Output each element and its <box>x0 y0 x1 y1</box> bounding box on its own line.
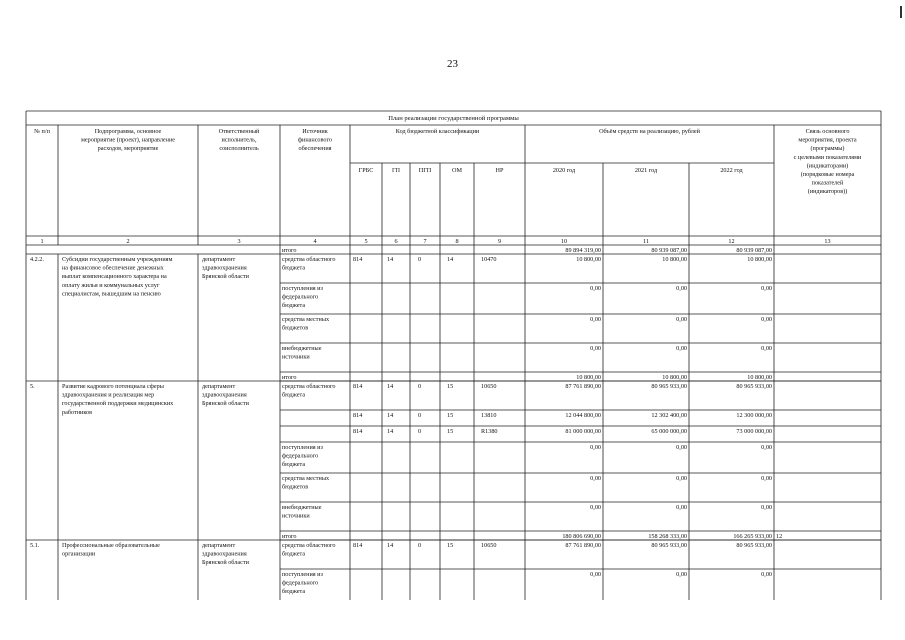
header-source: обеспечения <box>298 145 332 153</box>
code-pgp: 0 <box>418 542 422 549</box>
header-source: финансового <box>298 136 332 144</box>
value-2022: 0,00 <box>761 571 772 578</box>
header-link: (индикаторами) <box>806 162 849 170</box>
source-text: средства областного <box>282 256 336 263</box>
header-subprogram: Подпрограмма, основное <box>94 128 162 135</box>
value-2020: 0,00 <box>590 504 601 511</box>
code-pgp: 0 <box>418 256 422 263</box>
item-name: здравоохранения и реализация мер <box>62 391 155 399</box>
value-2021: 10 800,00 <box>662 374 687 381</box>
source-text: федерального <box>282 579 319 587</box>
item-executor: здравоохранения <box>202 550 247 558</box>
value-2020: 0,00 <box>590 444 601 451</box>
value-2022: 166 265 933,00 <box>733 533 772 540</box>
item-name: работников <box>62 408 93 416</box>
source-text: внебюджетные <box>282 504 322 511</box>
header-link: Связь основного <box>805 128 850 135</box>
value-2022: 0,00 <box>761 504 772 511</box>
value-2022: 12 300 000,00 <box>736 412 772 419</box>
value-2021: 10 800,00 <box>662 256 687 263</box>
source-text: поступления из <box>282 571 323 578</box>
source-text: средства местных <box>282 475 330 482</box>
page-number: 23 <box>447 58 458 70</box>
code-gp: 14 <box>387 383 394 390</box>
item-executor: Брянской области <box>202 559 249 567</box>
value-2022: 0,00 <box>761 285 772 292</box>
value-2021: 158 268 333,00 <box>648 533 687 540</box>
item-name: специалистам, вышедшим на пенсию <box>62 290 161 298</box>
value-2020: 0,00 <box>590 285 601 292</box>
code-gp: 14 <box>387 542 394 549</box>
source-text: бюджетов <box>282 324 309 332</box>
value-link: 12 <box>776 533 783 540</box>
code-nr: 10470 <box>481 256 497 263</box>
header-source: Источник <box>302 128 328 135</box>
code-gp: 14 <box>387 412 394 419</box>
source-text: федерального <box>282 293 319 301</box>
value-2022: 0,00 <box>761 444 772 451</box>
value-2022: 10 800,00 <box>747 256 772 263</box>
source-text: источники <box>282 512 310 520</box>
source-text: средства областного <box>282 383 336 390</box>
item-executor: департамент <box>202 383 236 390</box>
header-subcolumn: 2020 год <box>552 167 576 174</box>
header-subcolumn: ГРБС <box>358 167 374 174</box>
code-grbs: 814 <box>353 428 363 435</box>
column-number: 13 <box>824 238 831 245</box>
value-2020: 0,00 <box>590 571 601 578</box>
item-name: оплату жилья и коммунальных услуг <box>62 281 160 289</box>
code-grbs: 814 <box>353 383 363 390</box>
header-volume: Объём средств на реализацию, рублей <box>599 128 700 135</box>
header-link: мероприятия, проекта <box>798 136 857 144</box>
value-2020: 81 000 000,00 <box>565 428 601 435</box>
value-2021: 0,00 <box>676 571 687 578</box>
column-number: 10 <box>560 238 568 245</box>
value-2020: 10 800,00 <box>576 374 601 381</box>
value-2021: 0,00 <box>676 285 687 292</box>
source-text: итого <box>282 247 297 254</box>
value-2022: 80 965 933,00 <box>736 383 772 390</box>
column-number: 7 <box>423 238 427 245</box>
item-name: организации <box>62 550 96 558</box>
header-subprogram: мероприятие (проект), направление <box>80 136 176 144</box>
value-2022: 73 000 000,00 <box>736 428 772 435</box>
source-text: внебюджетные <box>282 345 322 352</box>
item-number: 4.2.2. <box>30 256 44 263</box>
value-2020: 89 894 319,00 <box>565 247 601 254</box>
source-text: источники <box>282 353 310 361</box>
item-number: 5.1. <box>30 542 40 549</box>
header-link: (порядковые номера <box>800 171 855 178</box>
column-number: 8 <box>455 238 459 245</box>
header-link: показателей <box>811 179 844 187</box>
header-subcolumn: 2021 год <box>634 167 658 174</box>
value-2021: 0,00 <box>676 504 687 511</box>
value-2021: 80 939 087,00 <box>651 247 687 254</box>
item-executor: департамент <box>202 542 236 549</box>
source-text: поступления из <box>282 285 323 292</box>
code-pgp: 0 <box>418 428 422 435</box>
item-name: на финансовое обеспечение денежных <box>62 264 164 272</box>
item-executor: здравоохранения <box>202 264 247 272</box>
value-2021: 0,00 <box>676 345 687 352</box>
value-2022: 80 939 087,00 <box>736 247 772 254</box>
code-grbs: 814 <box>353 412 363 419</box>
item-name: государственной поддержки медицинских <box>62 400 174 408</box>
source-text: федерального <box>282 452 319 460</box>
value-2021: 0,00 <box>676 475 687 482</box>
value-2021: 0,00 <box>676 316 687 323</box>
value-2021: 12 302 400,00 <box>651 412 687 419</box>
source-text: бюджета <box>282 302 306 310</box>
value-2022: 0,00 <box>761 316 772 323</box>
source-text: средства областного <box>282 542 336 549</box>
code-om: 15 <box>447 542 454 549</box>
value-2020: 12 044 800,00 <box>565 412 601 419</box>
code-om: 15 <box>447 428 454 435</box>
item-name: Профессиональные образовательные <box>62 542 160 549</box>
value-2020: 180 806 690,00 <box>562 533 601 540</box>
code-om: 14 <box>447 256 454 263</box>
header-executor: соисполнитель <box>219 145 259 153</box>
code-gp: 14 <box>387 256 394 263</box>
header-subprogram: расходов, мероприятие <box>97 145 159 153</box>
source-text: итого <box>282 374 297 381</box>
value-2022: 0,00 <box>761 345 772 352</box>
header-subcolumn: НР <box>495 167 504 174</box>
code-gp: 14 <box>387 428 394 435</box>
item-name: Развитие кадрового потенциала сферы <box>62 383 164 390</box>
table-title: План реализации государственной программы <box>388 115 519 122</box>
code-pgp: 0 <box>418 383 422 390</box>
value-2020: 87 761 890,00 <box>565 542 601 549</box>
code-grbs: 814 <box>353 542 363 549</box>
column-number: 4 <box>313 238 317 245</box>
source-text: средства местных <box>282 316 330 323</box>
item-name: выплат компенсационного характера на <box>62 273 167 281</box>
column-number: 9 <box>497 238 502 245</box>
item-executor: Брянской области <box>202 400 249 408</box>
code-om: 15 <box>447 412 454 419</box>
source-text: бюджета <box>282 264 306 272</box>
header-link: (индикаторов)) <box>807 188 848 196</box>
code-pgp: 0 <box>418 412 422 419</box>
header-num: № п/п <box>34 128 50 135</box>
header-subcolumn: ПГП <box>418 167 432 174</box>
column-number: 3 <box>237 238 241 245</box>
item-executor: департамент <box>202 256 236 263</box>
header-subcolumn: 2022 год <box>720 167 743 174</box>
source-text: бюджета <box>282 391 306 399</box>
column-number: 11 <box>643 238 649 245</box>
header-link: с целевыми показателями <box>793 153 862 161</box>
column-number: 2 <box>126 238 130 245</box>
value-2020: 87 761 890,00 <box>565 383 601 390</box>
value-2021: 80 965 933,00 <box>651 542 687 549</box>
source-text: итого <box>282 533 297 540</box>
value-2022: 80 965 933,00 <box>736 542 772 549</box>
code-nr: 10650 <box>481 542 497 549</box>
column-number: 6 <box>394 238 398 245</box>
code-grbs: 814 <box>353 256 363 263</box>
column-number: 12 <box>728 238 735 245</box>
header-subcolumn: ГП <box>391 167 401 174</box>
value-2020: 0,00 <box>590 345 601 352</box>
source-text: бюджета <box>282 461 306 469</box>
value-2022: 0,00 <box>761 475 772 482</box>
header-executor: Ответственный <box>218 128 260 135</box>
header-executor: исполнитель, <box>221 136 257 144</box>
value-2021: 0,00 <box>676 444 687 451</box>
item-number: 5. <box>30 383 35 390</box>
value-2021: 65 000 000,00 <box>651 428 687 435</box>
header-subcolumn: ОМ <box>452 167 462 174</box>
value-2020: 10 800,00 <box>576 256 601 263</box>
item-name: Субсидии государственным учреждениям <box>62 256 173 263</box>
code-nr: R1380 <box>481 428 498 435</box>
source-text: поступления из <box>282 444 323 451</box>
code-nr: 13810 <box>481 412 497 419</box>
column-number: 1 <box>40 238 44 245</box>
value-2021: 80 965 933,00 <box>651 383 687 390</box>
header-link: (программы) <box>810 145 845 153</box>
source-text: бюджета <box>282 550 306 558</box>
column-number: 5 <box>364 238 368 245</box>
code-nr: 10650 <box>481 383 497 390</box>
item-executor: здравоохранения <box>202 391 247 399</box>
value-2020: 0,00 <box>590 316 601 323</box>
header-budget-code: Код бюджетной классификации <box>395 128 480 135</box>
source-text: бюджетов <box>282 483 309 491</box>
value-2020: 0,00 <box>590 475 601 482</box>
value-2022: 10 800,00 <box>747 374 772 381</box>
code-om: 15 <box>447 383 454 390</box>
source-text: бюджета <box>282 588 306 596</box>
item-executor: Брянской области <box>202 273 249 281</box>
